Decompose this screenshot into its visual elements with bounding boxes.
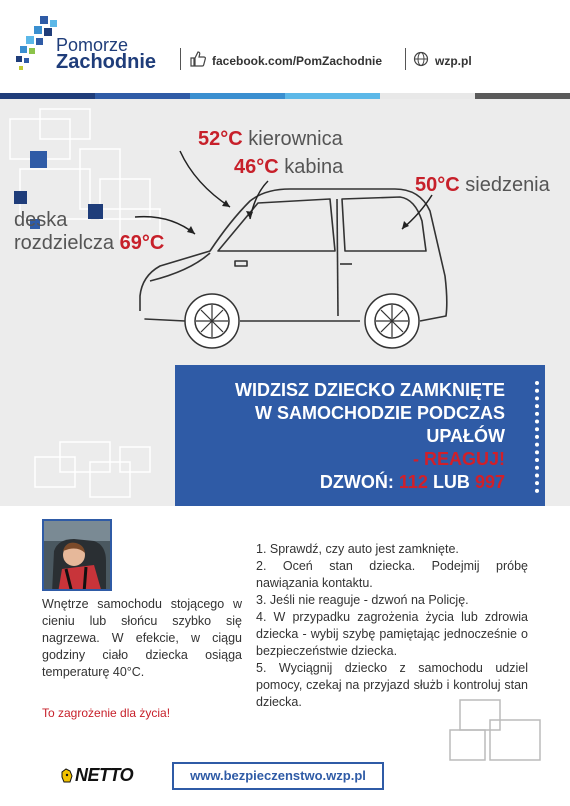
alert-call (235, 471, 505, 494)
netto-dog-icon (60, 768, 74, 784)
child-in-car-seat-icon (44, 521, 112, 591)
facebook-link[interactable]: facebook.com/PomZachodnie (212, 54, 383, 68)
step-4: 4. W przypadku zagrożenia życia lub zdrowia dziecka - wybij szybę pamiętając jednocześnie o bezpieczeństwie dziecka. (256, 610, 528, 658)
temp-seats-value: 50°C (415, 174, 460, 196)
globe-icon (413, 51, 429, 67)
decorative-pattern-bottom (30, 437, 160, 506)
campaign-url[interactable]: www.bezpieczenstwo.wzp.pl (172, 762, 384, 790)
divider (405, 48, 406, 70)
logo-line1: Pomorze (56, 35, 129, 55)
thumbs-up-icon (190, 51, 206, 67)
temp-dashboard (14, 209, 164, 255)
temp-dashboard-label2: rozdzielcza (14, 232, 115, 254)
step-1: 1. Sprawdź, czy auto jest zamknięte. (256, 542, 459, 556)
temp-dashboard-value: 69°C (119, 232, 165, 254)
decorative-pattern-corner (440, 690, 560, 770)
temp-seats (415, 174, 550, 197)
netto-wordmark: NETTO (75, 765, 134, 785)
alert-line1: WIDZISZ DZIECKO ZAMKNIĘTE (235, 380, 505, 400)
alert-text (235, 379, 505, 494)
logo-line2: Zachodnie (56, 51, 157, 73)
emergency-number-112: 112 (398, 472, 428, 492)
header (0, 0, 570, 92)
temp-steering-value: 52°C (198, 128, 243, 150)
temp-cabin-label: kabina (284, 156, 344, 178)
call-prefix: DZWOŃ: (319, 472, 394, 492)
alert-line3: UPAŁÓW (426, 426, 505, 446)
alert-react: - REAGUJ! (412, 449, 505, 469)
step-5: 5. Wyciągnij dziecko z samochodu udziel pomocy, czekaj na przyjazd służb i kontroluj stan dziecka. (256, 661, 528, 709)
netto-logo (60, 765, 133, 786)
info-text: Wnętrze samochodu stojącego w cieniu lub słońcu szybko się nagrzewa. W efekcie, w ciągu godziny ciało dziecka osiąga temperaturę 40°C. (42, 597, 242, 679)
temp-cabin (234, 156, 343, 179)
temp-cabin-value: 46°C (234, 156, 279, 178)
step-3: 3. Jeśli nie reaguje - dzwoń na Policję. (256, 593, 469, 607)
temp-dashboard-label1: deska (14, 209, 68, 231)
logo-wordmark (56, 37, 156, 71)
website-link[interactable]: wzp.pl (435, 54, 472, 68)
temp-steering-label: kierownica (248, 128, 343, 150)
call-or: LUB (432, 472, 470, 492)
warning-text: To zagrożenie dla życia! (42, 706, 171, 720)
dotted-divider (535, 381, 539, 493)
child-photo (42, 519, 112, 591)
alert-panel (175, 365, 545, 506)
step-2: 2. Oceń stan dziecka. Podejmij próbę nawiązania kontaktu. (256, 559, 528, 590)
temp-steering (198, 128, 343, 151)
emergency-number-997: 997 (474, 472, 505, 492)
instructions-list (256, 541, 528, 711)
alert-line2: W SAMOCHODZIE PODCZAS (255, 403, 505, 423)
temp-seats-label: siedzenia (465, 174, 550, 196)
divider (180, 48, 181, 70)
